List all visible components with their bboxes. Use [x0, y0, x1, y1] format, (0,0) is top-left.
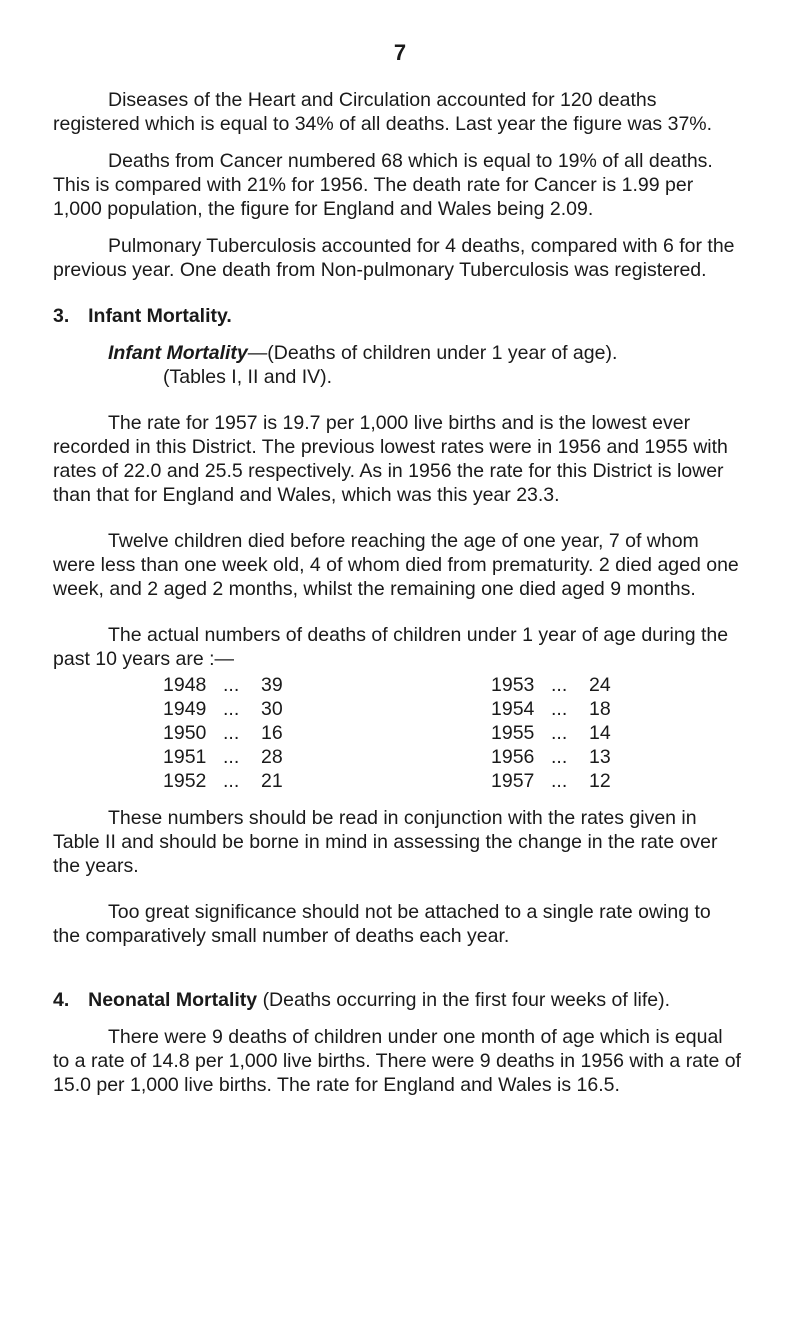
deaths-cell: 30: [261, 698, 283, 720]
year-cell: 1950: [163, 722, 207, 744]
deaths-cell: 21: [261, 770, 283, 792]
leader-dots: ...: [223, 746, 240, 768]
table-row: [163, 673, 629, 697]
deaths-cell: 39: [261, 674, 283, 696]
paragraph-actual-numbers: The actual numbers of deaths of children under 1 year of age during the past 10 years are :—: [53, 624, 729, 670]
year-cell: 1957: [491, 770, 535, 792]
paragraph-neonatal: There were 9 deaths of children under one month of age which is equal to a rate of 14.8 per 1,000 live births. There were 9 deaths in 1956 with a rate of 15.0 per 1,000 live births. The rate for England and Wales is 16.5.: [53, 1026, 741, 1096]
leader-dots: ...: [551, 722, 568, 744]
table-row: [163, 745, 629, 769]
section-3-number: 3.: [53, 305, 70, 327]
deaths-cell: 16: [261, 722, 283, 744]
year-cell: 1948: [163, 674, 207, 696]
definition-label: Infant Mortality: [108, 342, 248, 364]
leader-dots: ...: [551, 674, 568, 696]
leader-dots: ...: [551, 746, 568, 768]
section-4-title: Neonatal Mortality: [88, 989, 258, 1011]
document-body: [53, 88, 743, 1097]
paragraph-cancer: Deaths from Cancer numbered 68 which is equal to 19% of all deaths. This is compared with 21% for 1956. The death rate for Cancer is 1.99 per 1,000 population, the figure for England and Wales being 2.09.: [53, 150, 713, 220]
deaths-by-year-table: [163, 673, 629, 793]
table-row: [163, 697, 629, 721]
year-cell: 1953: [491, 674, 535, 696]
table-row: [163, 721, 629, 745]
year-cell: 1956: [491, 746, 535, 768]
leader-dots: ...: [223, 722, 240, 744]
paragraph-heart-disease: Diseases of the Heart and Circulation accounted for 120 deaths registered which is equal to 34% of all deaths. Last year the figure was 37%.: [53, 89, 713, 135]
section-4-number: 4.: [53, 989, 70, 1011]
leader-dots: ...: [551, 698, 568, 720]
year-cell: 1949: [163, 698, 207, 720]
paragraph-twelve-children: Twelve children died before reaching the age of one year, 7 of whom were less than one week old, 4 of whom died from prematurity. 2 died aged one week, and 2 aged 2 months, whilst the remaining one died aged 9 months.: [53, 530, 739, 600]
deaths-cell: 18: [589, 698, 611, 720]
paragraph-tuberculosis: Pulmonary Tuberculosis accounted for 4 deaths, compared with 6 for the previous year. One death from Non-pulmonary Tuberculosis was registered.: [53, 235, 735, 281]
section-4-heading: [53, 988, 743, 1012]
paragraph-conjunction: These numbers should be read in conjunction with the rates given in Table II and should be borne in mind in assessing the change in the rate over the years.: [53, 807, 718, 877]
paragraph-significance: Too great significance should not be attached to a single rate owing to the comparatively small number of deaths each year.: [53, 901, 711, 947]
year-cell: 1952: [163, 770, 207, 792]
leader-dots: ...: [551, 770, 568, 792]
leader-dots: ...: [223, 770, 240, 792]
leader-dots: ...: [223, 698, 240, 720]
section-3-heading: [53, 304, 743, 328]
deaths-cell: 14: [589, 722, 611, 744]
deaths-cell: 13: [589, 746, 611, 768]
year-cell: 1951: [163, 746, 207, 768]
section-3-title: Infant Mortality.: [88, 305, 232, 327]
definition-tables: (Tables I, II and IV).: [163, 366, 333, 388]
deaths-cell: 24: [589, 674, 611, 696]
infant-mortality-definition: [53, 341, 743, 389]
year-cell: 1955: [491, 722, 535, 744]
table-row: [163, 769, 629, 793]
page-number: 7: [393, 40, 407, 65]
section-4-subtitle: (Deaths occurring in the first four weeks of life).: [262, 989, 671, 1011]
paragraph-infant-rate: The rate for 1957 is 19.7 per 1,000 live births and is the lowest ever recorded in this District. The previous lowest rates were in 1956 and 1955 with rates of 22.0 and 25.5 respectively. As in 1956 the rate for this District is lower than that for England and Wales, which was this year 23.3.: [53, 412, 728, 506]
definition-text: —(Deaths of children under 1 year of age).: [247, 342, 618, 364]
leader-dots: ...: [223, 674, 240, 696]
deaths-cell: 28: [261, 746, 283, 768]
year-cell: 1954: [491, 698, 535, 720]
deaths-cell: 12: [589, 770, 611, 792]
